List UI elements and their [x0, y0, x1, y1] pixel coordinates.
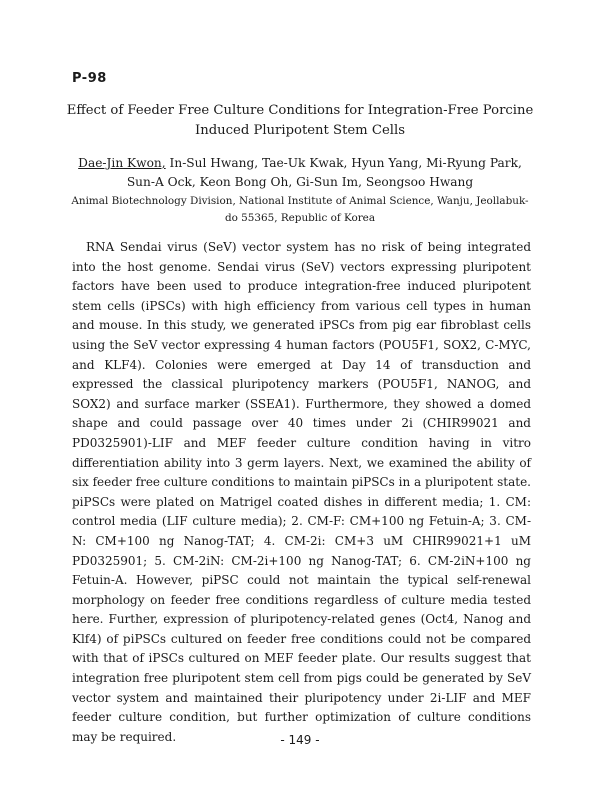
- poster-code: P-98: [72, 71, 107, 86]
- presenting-author: Dae-Jin Kwon,: [78, 156, 166, 170]
- page-number: - 149 -: [280, 733, 320, 747]
- author-list: [66, 154, 534, 192]
- affiliation: Animal Biotechnology Division, National Institute of Animal Science, Wanju, Jeollabuk-do 55365, Republic of Korea: [71, 195, 529, 224]
- paper-title: Effect of Feeder Free Culture Conditions for Integration-Free Porcine Induced Pluripotent Stem Cells: [66, 103, 534, 138]
- co-authors: In-Sul Hwang, Tae-Uk Kwak, Hyun Yang, Mi-Ryung Park, Sun-A Ock, Keon Bong Oh, Gi-Sun Im, Seongsoo Hwang: [126, 156, 522, 189]
- abstract-body: [72, 238, 531, 747]
- abstract-paragraph: RNA Sendai virus (SeV) vector system has no risk of being integrated into the host genome. Sendai virus (SeV) vectors expressing pluripotent factors have been used to produce integration-free induced pluripotent stem cells (iPSCs) with high efficiency from various cell types in human and mouse. In this study, we generated iPSCs from pig ear fibroblast cells using the SeV vector expressing 4 human factors (POU5F1, SOX2, C-MYC, and KLF4). Colonies were emerged at Day 14 of transduction and expressed the classical pluripotency markers (POU5F1, NANOG, and SOX2) and surface marker (SSEA1). Furthermore, they showed a domed shape and could passage over 40 times under 2i (CHIR99021 and PD0325901)-LIF and MEF feeder culture condition having in vitro differentiation ability into 3 germ layers. Next, we examined the ability of six feeder free culture conditions to maintain piPSCs in a pluripotent state. piPSCs were plated on Matrigel coated dishes in different media; 1. CM: control media (LIF culture media); 2. CM-F: CM+100 ng Fetuin-A; 3. CM-N: CM+100 ng Nanog-TAT; 4. CM-2i: CM+3 uM CHIR99021+1 uM PD0325901; 5. CM-2iN: CM-2i+100 ng Nanog-TAT; 6. CM-2iN+100 ng Fetuin-A. However, piPSC could not maintain the typical self-renewal morphology on feeder free conditions regardless of culture media tested here. Further, expression of pluripotency-related genes (Oct4, Nanog and Klf4) of piPSCs cultured on feeder free conditions could not be compared with that of iPSCs cultured on MEF feeder plate. Our results suggest that integration free pluripotent stem cell from pigs could be generated by SeV vector system and maintained their pluripotency under 2i-LIF and MEF feeder culture condition, but further optimization of culture conditions may be required.: [72, 240, 531, 744]
